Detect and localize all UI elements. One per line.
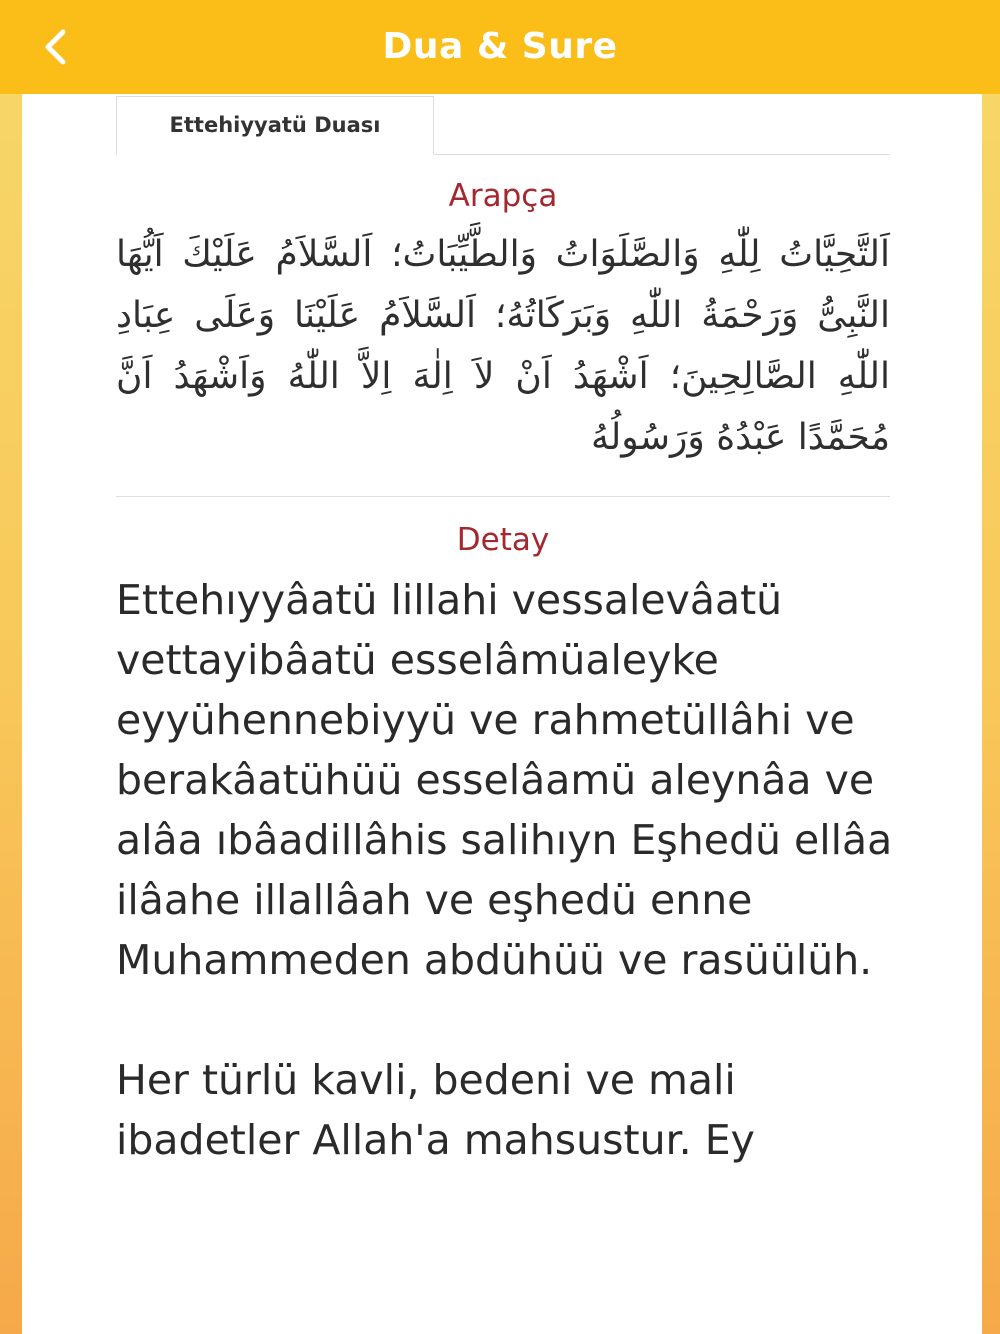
app-bar (0, 0, 1000, 94)
transliteration-text: Ettehıyyâatü lillahi vessalevâatü vettayibâatü esselâmüaleyke eyyühennebiyyü ve rahmetüllâhi ve berakâatühüü esselâamü aleynâa ve alâa ıbâadillâhis salihıyn Eşhedü ellâa ilâahe illallâah ve eşhedü enne Muhammeden abdühüü ve rasüülüh. (116, 576, 893, 984)
page-title: Dua & Sure (382, 26, 618, 67)
detail-text (116, 570, 896, 1170)
tab-ettehiyyatu-duasi[interactable] (116, 96, 434, 155)
meaning-text: Her türlü kavli, bedeni ve mali ibadetler Allah'a mahsustur. Ey (116, 1056, 755, 1164)
section-divider (116, 496, 890, 497)
tab-label: Ettehiyyatü Duası (169, 113, 381, 137)
content-card (22, 94, 982, 1334)
arabic-text: اَلتَّحِيَّاتُ لِلّٰهِ وَالصَّلَوَاتُ وَالطَّيِّبَاتُ؛ اَلسَّلاَمُ عَلَيْكَ اَيُّهَا النَّبِىُّ وَرَحْمَةُ اللّٰهِ وَبَرَكَاتُهُ؛ اَلسَّلاَمُ عَلَيْنَا وَعَلَى عِبَادِ اللّٰهِ الصَّالِحِينَ؛ اَشْهَدُ اَنْ لاَ اِلٰهَ اِلاَّ اللّٰهُ وَاَشْهَدُ اَنَّ مُحَمَّدًا عَبْدُهُ وَرَسُولُهُ (116, 234, 890, 458)
tab-bar (116, 94, 890, 156)
arabic-section-title: Arapça (448, 178, 558, 214)
detail-section-title: Detay (456, 522, 550, 558)
